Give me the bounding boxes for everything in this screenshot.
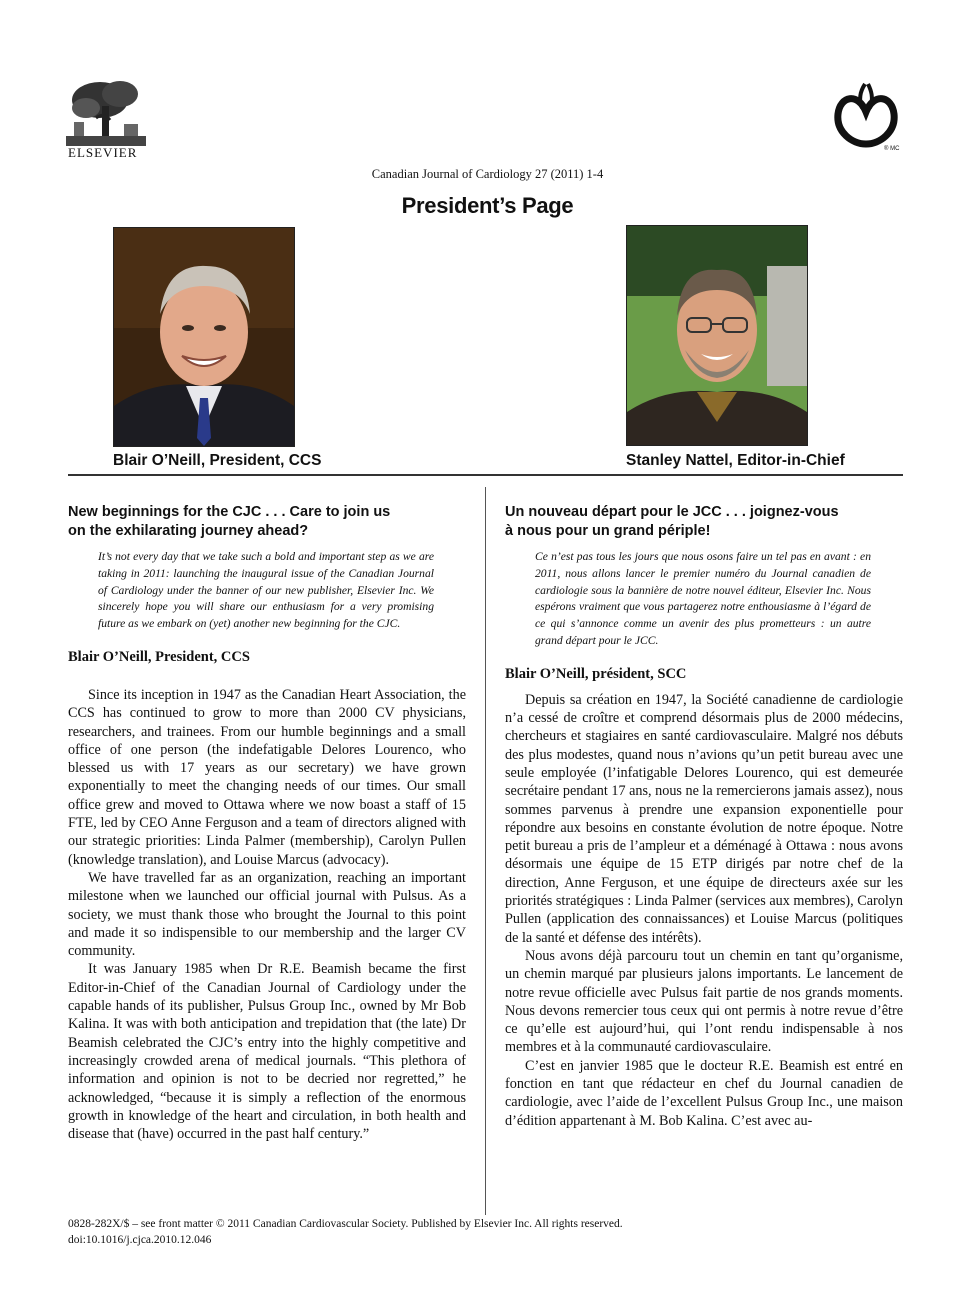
president-portrait-photo bbox=[113, 227, 295, 447]
french-paragraph: Depuis sa création en 1947, la Société canadienne de cardiologie n’a cessé de croître et comprend désormais plus de 2000 médecins, chercheurs et stagiaires en santé cardiovasculaire. Malgré nos débuts des plus modestes, quand nous n’avions qu’un petit bureau avec une seule employée (l’infatigable Delores Lourenco, qui est demeurée secrétaire pendant 17 ans, nous ne la remercierons jamais assez), nous sommes parvenus à prendre une expansion exponentielle pour répondre aux besoins en constante évolution de notre époque. Notre petit bureau a pris de l’ampleur et a déménagé à Ottawa : nous avons désormais une équipe de 15 ETP dirigés par notre chef de la direction, Anne Ferguson, et une équipe de directeurs axée sur les priorités stratégiques : Linda Palmer (services aux membres), Carolyn Pullen (application des connaissances) et Louise Marcus (politiques de la santé et défense des intérêts). bbox=[505, 691, 903, 946]
copyright-line: 0828-282X/$ – see front matter © 2011 Canadian Cardiovascular Society. Published by Elsevier Inc. All rights reserved. bbox=[68, 1218, 623, 1230]
english-paragraph: It was January 1985 when Dr R.E. Beamish became the first Editor-in-Chief of the Canadian Journal of Cardiology under the capable hands of its publisher, Pulsus Group Inc., owned by Mr Bob Kalina. It was with both anticipation and trepidation that (the late) Dr Beamish celebrated the CJC’s entry into the highly competitive and increasingly crowded arena of medical journals. “This plethora of information and opinion is not to be decried nor regretted,” he acknowledged, “because it is simply a reflection of the enormous growth in knowledge of the heart and circulation, in both health and disease that (have) occurred in the past half century.” bbox=[68, 961, 466, 1143]
french-abstract: Ce n’est pas tous les jours que nous osons faire un tel pas en avant : en 2011, nous allons lancer le premier numéro du Journal canadien de cardiologie sous la bannière de notre nouvel éditeur, Elsevier Inc. Nous espérons vraiment que vous partagerez notre enthousiasme à l’égard de ce qui s’annonce comme un avenir des plus prometteurs : un autre grand départ pour le JCC. bbox=[535, 550, 871, 647]
english-heading bbox=[68, 503, 466, 541]
english-paragraph: We have travelled far as an organization, reaching an important milestone when we launched our official journal with Pulsus. As a society, we must thank those who brought the Journal to this point and made it so indispensible to our membership and the larger CV community. bbox=[68, 869, 466, 960]
editor-portrait-photo bbox=[626, 225, 808, 446]
french-heading-line1: Un nouveau départ pour le JCC . . . joignez-vous bbox=[505, 504, 839, 520]
page-title: President’s Page bbox=[401, 193, 574, 218]
french-heading-line2: à nous pour un grand périple! bbox=[505, 523, 711, 539]
header-divider bbox=[68, 474, 903, 476]
registered-mark: ® MC bbox=[884, 146, 900, 152]
english-heading-line2: on the exhilarating journey ahead? bbox=[68, 523, 309, 539]
french-paragraph: Nous avons déjà parcouru tout un chemin en tant qu’organisme, un chemin marqué par plusieurs jalons importants. Le lancement de notre revue officielle avec Pulsus fait partie de nos grands moments. Nous devons remercier tous ceux qui ont permis à notre revue d’être ce qu’elle est aujourd’hui, qui l’ont rendu indispensable à nos membres et à la communauté cardiovasculaire. bbox=[505, 947, 903, 1056]
editor-photo-caption: Stanley Nattel, Editor-in-Chief bbox=[626, 452, 845, 469]
english-body bbox=[68, 686, 466, 1143]
journal-citation: Canadian Journal of Cardiology 27 (2011) 1-4 bbox=[371, 167, 604, 181]
french-heading bbox=[505, 503, 903, 541]
french-paragraph: C’est en janvier 1985 que le docteur R.E. Beamish est entré en fonction en tant que rédacteur en chef du Journal canadien de cardiologie, avec l’aide de l’excellent Pulsus Group Inc., une maison d’édition appartenant à M. Bob Kalina. C’est avec au- bbox=[505, 1057, 903, 1129]
english-byline: Blair O’Neill, President, CCS bbox=[68, 648, 250, 665]
english-heading-line1: New beginnings for the CJC . . . Care to join us bbox=[68, 504, 391, 520]
doi-line: doi:10.1016/j.cjca.2010.12.046 bbox=[68, 1234, 212, 1246]
copyright-footer bbox=[68, 1216, 623, 1248]
president-photo-caption: Blair O’Neill, President, CCS bbox=[113, 452, 322, 469]
french-column bbox=[505, 503, 903, 1130]
french-body bbox=[505, 691, 903, 1130]
elsevier-wordmark: ELSEVIER bbox=[68, 145, 138, 160]
english-paragraph: Since its inception in 1947 as the Canadian Heart Association, the CCS has continued to grow to more than 2000 CV physicians, researchers, and trainees. From our humble beginnings and a small office of one person (the indefatigable Delores Lourenco, who blessed us with 17 years as our secretary) we have grown exponentially to meet the changing needs of our times. Our small office grew and moved to Ottawa where we now boast a staff of 15 FTE, led by CEO Anne Ferguson and a team of directors aligned with our strategic priorities: Linda Palmer (membership), Carolyn Pullen (knowledge translation), and Louise Marcus (advocacy). bbox=[68, 686, 466, 868]
ccs-society-logo bbox=[828, 82, 904, 152]
column-divider bbox=[485, 487, 486, 1215]
english-column bbox=[68, 503, 466, 1143]
french-byline: Blair O’Neill, président, SCC bbox=[505, 665, 687, 682]
english-abstract: It’s not every day that we take such a bold and important step as we are taking in 2011: launching the inaugural issue of the Canadian Journal of Cardiology under the banner of our new publisher, Elsevier Inc. We sincerely hope you will share our enthusiasm for a very promising future as we embark on (yet) another new beginning for the CJC. bbox=[98, 550, 434, 631]
